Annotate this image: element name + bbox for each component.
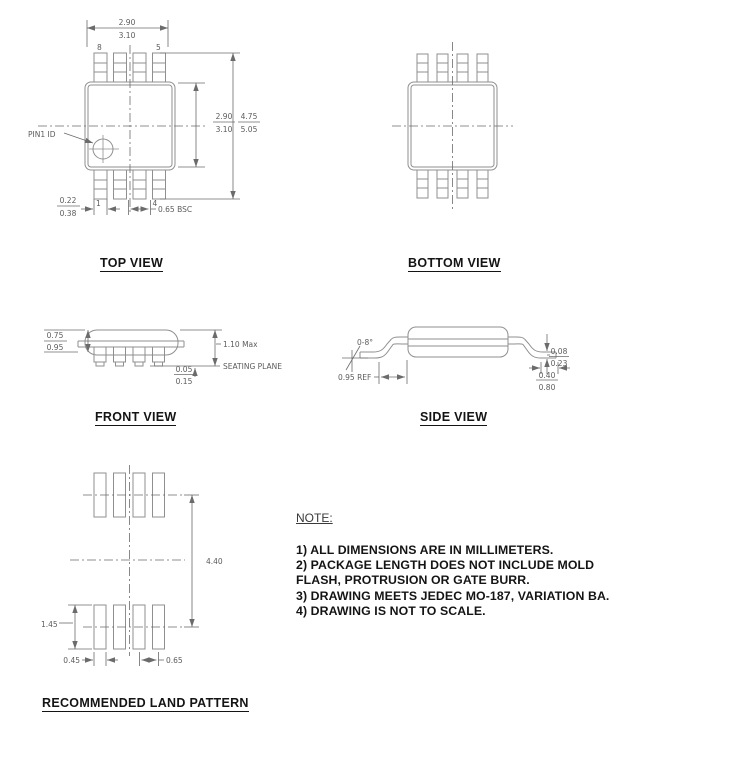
note-line: 1) ALL DIMENSIONS ARE IN MILLIMETERS. [296, 543, 554, 557]
dim-pad-pitch: 0.65 [166, 656, 183, 665]
land-pattern-centerlines [70, 465, 185, 656]
dim-body-height-min: 2.90 [215, 112, 233, 121]
dim-foot-max: 0.80 [538, 383, 556, 392]
dim-lead-width-min: 0.22 [59, 196, 77, 205]
note-line: 2) PACKAGE LENGTH DOES NOT INCLUDE MOLD [296, 558, 595, 573]
lead-foot [135, 362, 143, 366]
package-body-outline [408, 327, 508, 357]
dim-pitch: 0.65 BSC [158, 205, 193, 214]
bottom-view-title: BOTTOM VIEW [408, 256, 501, 270]
dim-thickness-max: 0.23 [550, 359, 568, 368]
leader-line [64, 133, 93, 143]
pin1-id-label: PIN1 ID [28, 130, 56, 139]
pin [417, 54, 428, 82]
land-pattern [41, 465, 223, 666]
dim-standoff-max: 0.15 [175, 377, 193, 386]
dim-body-width-max: 3.10 [118, 31, 136, 40]
seating-plane-label: SEATING PLANE [223, 362, 283, 371]
pin1-indicator [89, 135, 119, 163]
pin [457, 170, 468, 198]
top-view-texts [28, 18, 258, 218]
notes-block [296, 511, 626, 619]
side-view [338, 327, 570, 392]
note-line: 4) DRAWING IS NOT TO SCALE. [296, 603, 486, 618]
dim-lead-angle: 0-8° [357, 338, 373, 347]
dim-lead-width-max: 0.38 [59, 209, 77, 218]
dim-foot-min: 0.40 [538, 371, 556, 380]
dim-pad-width: 0.45 [63, 656, 80, 665]
top-view-title: TOP VIEW [100, 256, 164, 270]
dim-thickness-min: 0.08 [550, 347, 568, 356]
note-line: FLASH, PROTRUSION OR GATE BURR. [296, 573, 530, 588]
pin [133, 170, 146, 199]
gull-wing-lead [508, 344, 556, 358]
pin-number-1: 1 [96, 199, 101, 208]
side-view-dimensions [342, 334, 570, 384]
front-view-body [78, 330, 184, 366]
lead-foot [96, 362, 104, 366]
pin [114, 53, 127, 82]
gull-wing-lead [508, 337, 556, 352]
top-view [28, 18, 260, 218]
pin [477, 54, 488, 82]
pin [114, 170, 127, 199]
pin [477, 170, 488, 198]
dim-body-width-min: 2.90 [118, 18, 136, 27]
notes-title: NOTE: [296, 511, 333, 525]
note-line: 3) DRAWING MEETS JEDEC MO-187, VARIATION BA. [296, 588, 610, 603]
side-view-title: SIDE VIEW [420, 410, 488, 424]
front-view-title: FRONT VIEW [95, 410, 177, 424]
dim-row-span: 4.40 [206, 557, 223, 566]
side-view-body [360, 327, 556, 358]
land-pattern-dimensions [59, 495, 199, 666]
dim-body-height-max: 3.10 [215, 125, 233, 134]
pin-number-5: 5 [156, 43, 161, 52]
lead-foot [116, 362, 124, 366]
pin [94, 53, 107, 82]
pin [437, 54, 448, 82]
dim-lead-min: 0.75 [46, 331, 64, 340]
dim-overall-max: 5.05 [240, 125, 258, 134]
pin [457, 54, 468, 82]
dim-standoff-min: 0.05 [175, 365, 193, 374]
pin [417, 170, 428, 198]
front-view [44, 330, 282, 386]
pin [153, 53, 166, 82]
top-view-centerlines [38, 45, 207, 212]
pin-number-8: 8 [97, 43, 102, 52]
pin [133, 53, 146, 82]
pin-number-4: 4 [152, 199, 158, 208]
bottom-view [392, 42, 513, 210]
dim-pad-height: 1.45 [41, 620, 58, 629]
pin [153, 170, 166, 199]
mold-parting-lines [408, 339, 508, 346]
dim-height-max: 1.10 Max [223, 340, 258, 349]
land-pattern-title: RECOMMENDED LAND PATTERN [42, 696, 249, 710]
pin [94, 170, 107, 199]
bottom-view-centerlines [392, 42, 513, 210]
pin [437, 170, 448, 198]
dim-overall-min: 4.75 [240, 112, 258, 121]
dim-l1-ref: 0.95 REF [338, 373, 372, 382]
dim-lead-max: 0.95 [46, 343, 64, 352]
lead-frame-strip [78, 341, 184, 347]
lead-foot [155, 362, 163, 366]
